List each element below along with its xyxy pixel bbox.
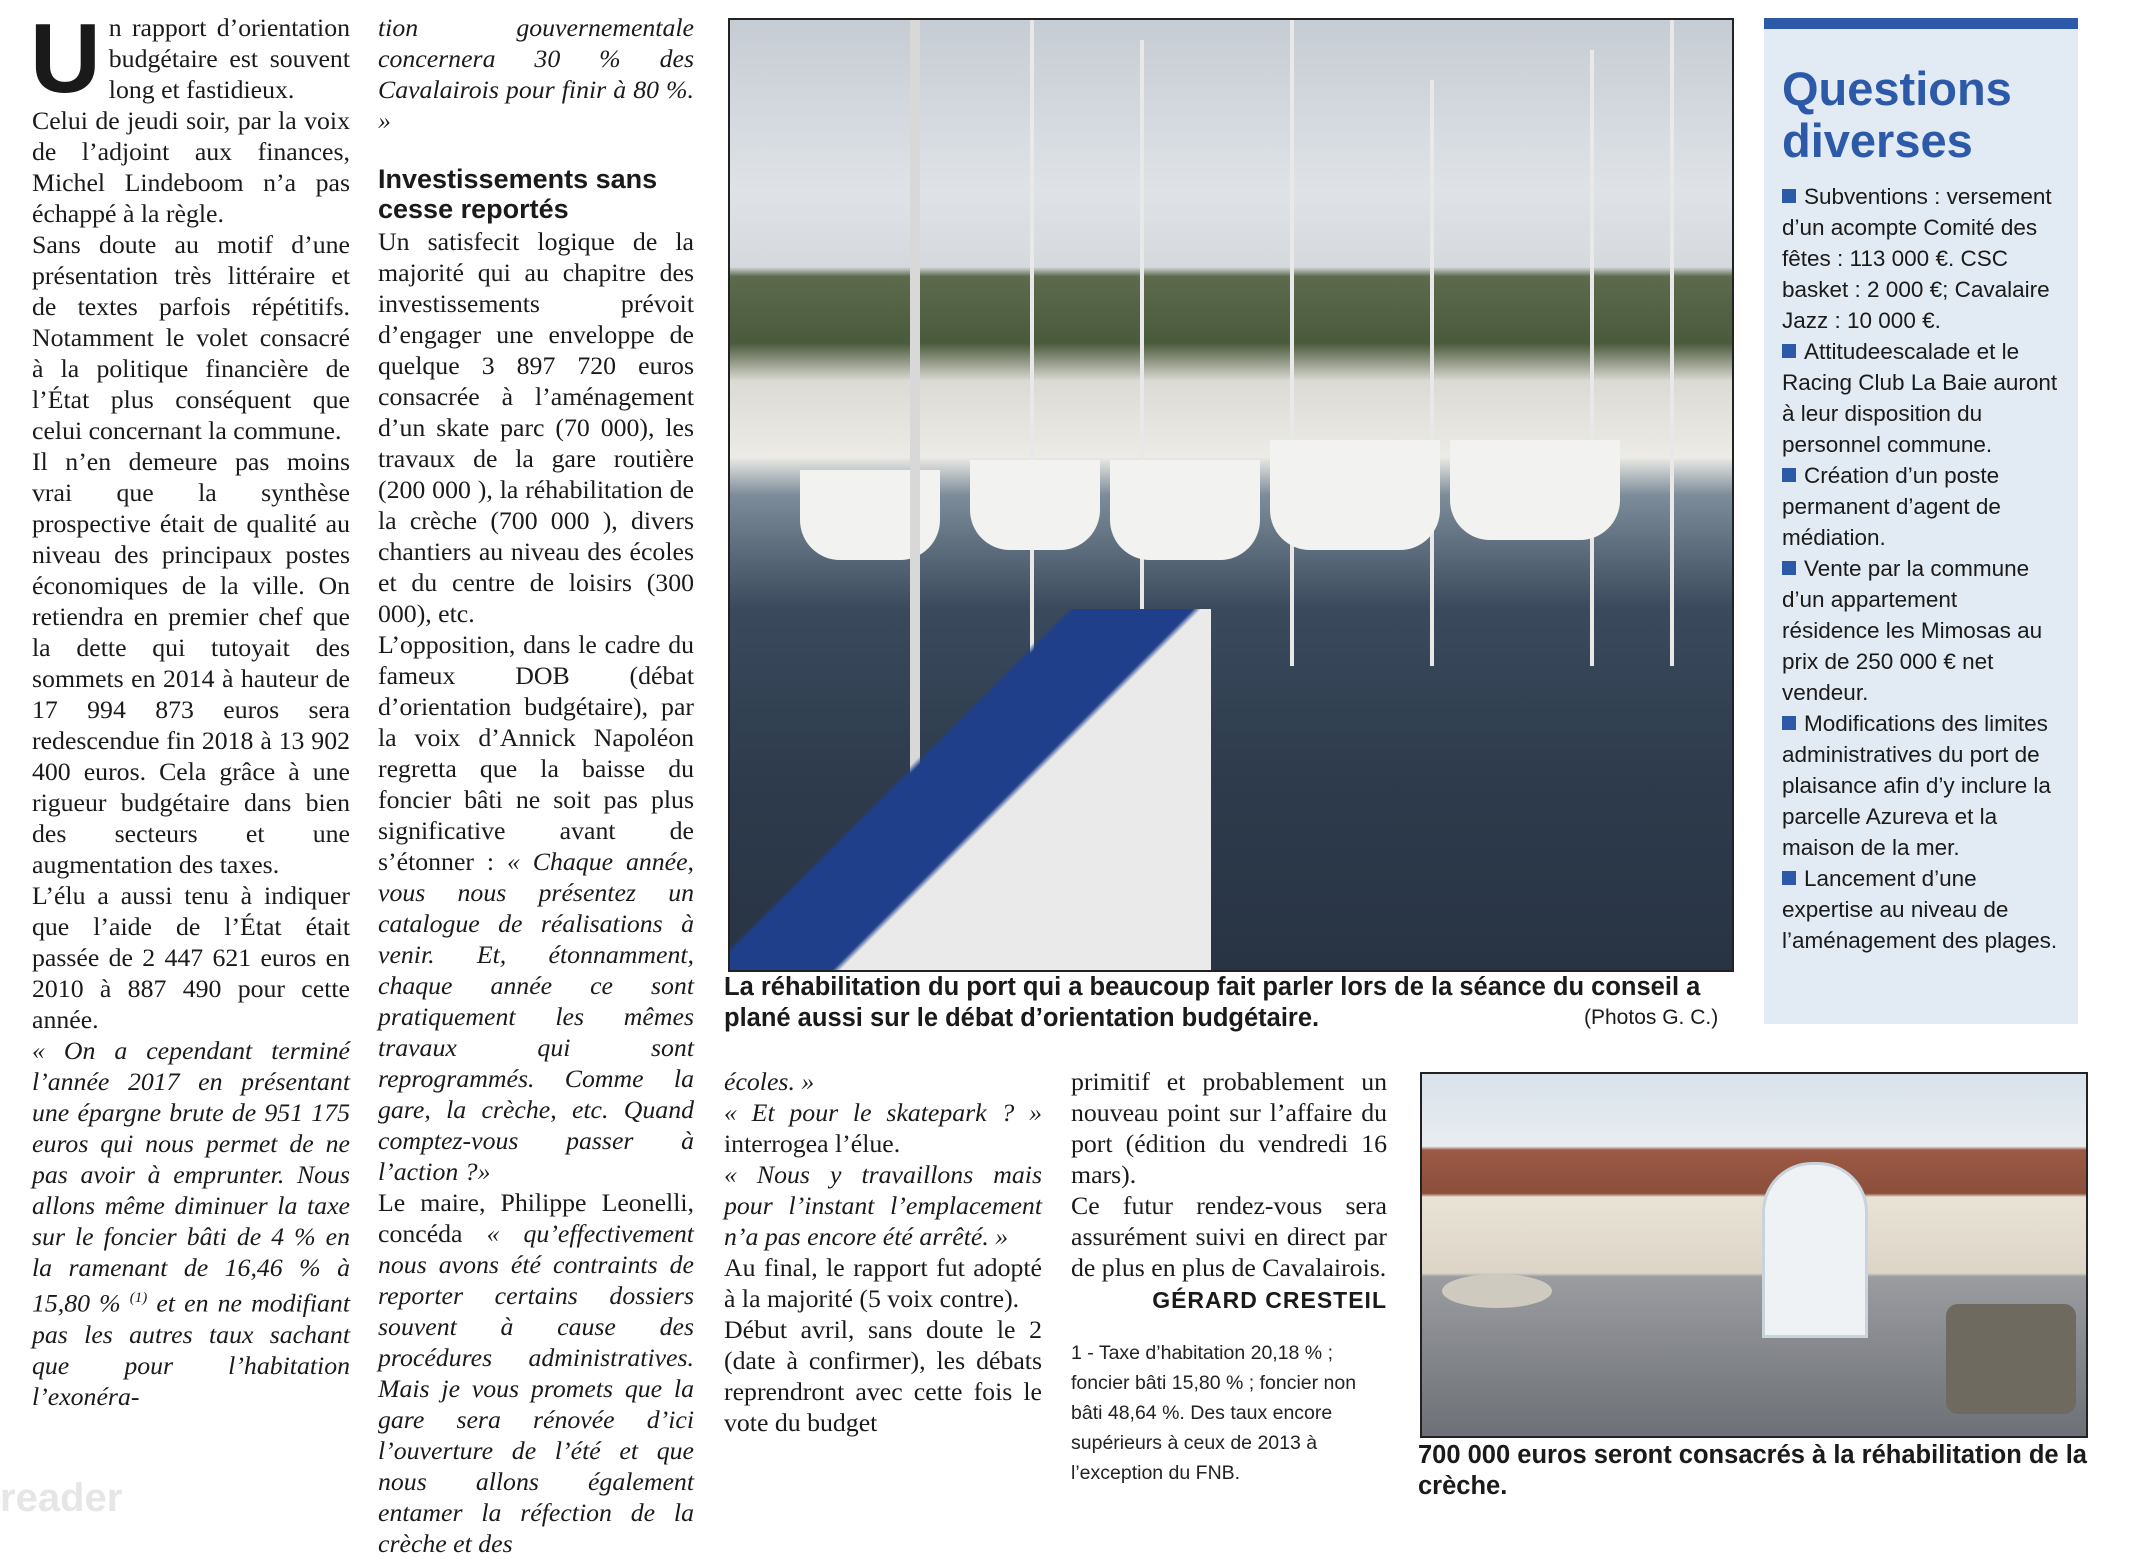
paragraph: Sans doute au motif d’une présentation très littéraire et de textes parfois répétitifs. Notamment le volet consacré à la politique financière de l’État plus conséquent que celui concernant la commune. (32, 230, 350, 445)
article-column-3 (724, 1066, 1042, 1438)
paragraph-text: interrogea l’élue. (724, 1129, 901, 1158)
photo-credit: (Photos G. C.) (1584, 1006, 1719, 1029)
sidebar-item (1782, 336, 2060, 460)
quote-text-end: et en ne modifiant pas les autres taux sachant que pour l’habitation l’exonéra- (32, 1288, 350, 1411)
article-column-2 (378, 12, 694, 1559)
sidebar-item-text: Vente par la commune d’un appartement résidence les Mimosas au prix de 250 000 € net vendeur. (1782, 556, 2043, 705)
paragraph-quote: écoles. » (724, 1067, 815, 1096)
sidebar-item (1782, 863, 2060, 956)
paragraph (378, 629, 694, 1187)
paragraph-text: Le maire, Philippe Leonelli, concéda (378, 1188, 694, 1248)
sidebar-item (1782, 181, 2060, 336)
boat-hull (1450, 440, 1620, 540)
paragraph: Un satisfecit logique de la majorité qui au chapitre des investissements prévoit d’engager une enveloppe de quelque 3 897 720 euros consacrée à l’aménagement d’un skate parc (70 000), les travaux de la gare routière (200 000 ), la réhabilitation de la crèche (700 000 ), divers chantiers au niveau des écoles et du centre de loisirs (300 000), etc. (378, 227, 694, 628)
boat-hull (970, 460, 1100, 550)
sidebar-questions-diverses (1764, 18, 2078, 1024)
paragraph-quote (32, 1035, 350, 1412)
square-bullet-icon (1782, 871, 1796, 885)
sidebar-item-text: Attitudeescalade et le Racing Club La Baie auront à leur disposition du personnel commune. (1782, 339, 2058, 457)
paragraph: primitif et probablement un nouveau point sur l’affaire du port (édition du vendredi 16 mars). (1071, 1067, 1387, 1189)
mast-shape (1290, 20, 1294, 666)
intro-text: n rapport d’orientation budgétaire est souvent long et fastidieux. (108, 13, 350, 104)
paragraph-quote: tion gouvernementale concernera 30 % des Cavalairois pour finir à 80 %. » (378, 13, 694, 135)
paragraph-intro (30, 3, 350, 113)
paragraph: L’élu a aussi tenu à indiquer que l’aide de l’État était passée de 2 447 621 euros en 2010 à 887 490 pour cette année. (32, 881, 350, 1034)
article-column-4 (1071, 1066, 1387, 1488)
quote-text: « Et pour le skatepark ? » (724, 1098, 1042, 1127)
paragraph-text: L’opposition, dans le cadre du fameux DOB (débat d’orientation budgétaire), par la voix d’Annick Napoléon regretta que la baisse du foncier bâti ne soit pas plus significative avant de s’étonner : (378, 630, 694, 876)
boat-hull (1110, 460, 1260, 560)
sidebar-item-text: Création d’un poste permanent d’agent de médiation. (1782, 463, 2001, 550)
quote-text: « qu’effectivement nous avons été contraints de reporter certains dossiers souvent à cause des procédures administratives. Mais je vous promets que la gare sera rénovée d’ici l’ouverture de l’été et que nous allons également entamer la réfection de la crèche et des (378, 1219, 694, 1558)
paragraph-quote: « Nous y travaillons mais pour l’instant l’emplacement n’a pas encore été arrêté. » (724, 1160, 1042, 1251)
paragraph: Au final, le rapport fut adopté à la majorité (5 voix contre). (724, 1253, 1042, 1313)
sidebar-item-text: Lancement d’une expertise au niveau de l’aménagement des plages. (1782, 866, 2058, 953)
sidebar-item-text: Subventions : versement d’un acompte Comité des fêtes : 113 000 €. CSC basket : 2 000 €; Cavalaire Jazz : 10 000 €. (1782, 184, 2052, 333)
sidebar-title: Questions diverses (1782, 62, 2012, 167)
gate-shape (1762, 1162, 1868, 1338)
mast-shape (1670, 20, 1674, 666)
boat-hull (1270, 440, 1440, 550)
square-bullet-icon (1782, 189, 1796, 203)
article-column-1 (30, 3, 350, 1412)
paragraph: Ce futur rendez-vous sera assurément suivi en direct par de plus en plus de Cavalairois. (1071, 1191, 1387, 1282)
planter-shape (1946, 1304, 2076, 1414)
sidebar-item (1782, 553, 2060, 708)
watermark: reader (0, 1476, 123, 1520)
drop-cap: U (30, 3, 101, 113)
paragraph (724, 1097, 1042, 1159)
creche-photo-caption: 700 000 euros seront consacrés à la réhabilitation de la crèche. (1418, 1441, 2087, 1500)
mast-shape (1140, 40, 1144, 666)
foreground-bow (730, 609, 1211, 970)
square-bullet-icon (1782, 344, 1796, 358)
sidebar-item (1782, 708, 2060, 863)
subheading: Investissements sans cesse reportés (378, 164, 658, 224)
quote-text: « On a cependant terminé l’année 2017 en présentant une épargne brute de 951 175 euros qui nous permet de ne pas avoir à emprunter. Nous allons même diminuer la taxe sur le foncier bâti de 4 % en la ramenant de 16,46 % à 15,80 % (32, 1036, 350, 1318)
footnote-ref: (1) (129, 1290, 148, 1306)
quote-text: « Chaque année, vous nous présentez un catalogue de réalisations à venir. Et, étonnamment, chaque année ce sont pratiquement les mêmes travaux qui sont reprogrammés. Comme la gare, la crèche, etc. Quand comptez-vous passer à l’action ?» (378, 847, 694, 1186)
footnote: 1 - Taxe d’habitation 20,18 % ; foncier bâti 15,80 % ; foncier non bâti 48,64 %. Des taux encore supérieurs à ceux de 2013 à l’exception du FNB. (1071, 1342, 1357, 1484)
paragraph (378, 1187, 694, 1559)
square-bullet-icon (1782, 468, 1796, 482)
paragraph: Celui de jeudi soir, par la voix de l’adjoint aux finances, Michel Lindeboom n’a pas échappé à la règle. (32, 106, 350, 228)
sidebar-item-text: Modifications des limites administratives du port de plaisance afin d’y inclure la parcelle Azureva et la maison de la mer. (1782, 711, 2051, 860)
mast-shape (1590, 50, 1594, 666)
square-bullet-icon (1782, 561, 1796, 575)
harbour-photo (728, 18, 1734, 972)
author-signature: GÉRARD CRESTEIL (1152, 1287, 1387, 1313)
mast-shape (1430, 80, 1434, 666)
harbour-photo-caption: La réhabilitation du port qui a beaucoup fait parler lors de la séance du conseil a plané aussi sur le débat d’orientation budgétaire. (724, 973, 1701, 1032)
creche-photo (1420, 1072, 2088, 1438)
paragraph: Il n’en demeure pas moins vrai que la synthèse prospective était de qualité au niveau des principaux postes économiques de la ville. On retiendra en premier chef que la dette qui tutoyait des sommets en 2014 à hauteur de 17 994 873 euros sera redescendue fin 2018 à 13 902 400 euros. Cela grâce à une rigueur budgétaire dans bien des secteurs et une augmentation des taxes. (32, 447, 350, 879)
sidebar-item (1782, 460, 2060, 553)
paragraph: Début avril, sans doute le 2 (date à confirmer), les débats reprendront avec cette fois le vote du budget (724, 1315, 1042, 1437)
square-bullet-icon (1782, 716, 1796, 730)
planter-shape (1442, 1274, 1552, 1308)
mast-shape (1030, 20, 1034, 666)
